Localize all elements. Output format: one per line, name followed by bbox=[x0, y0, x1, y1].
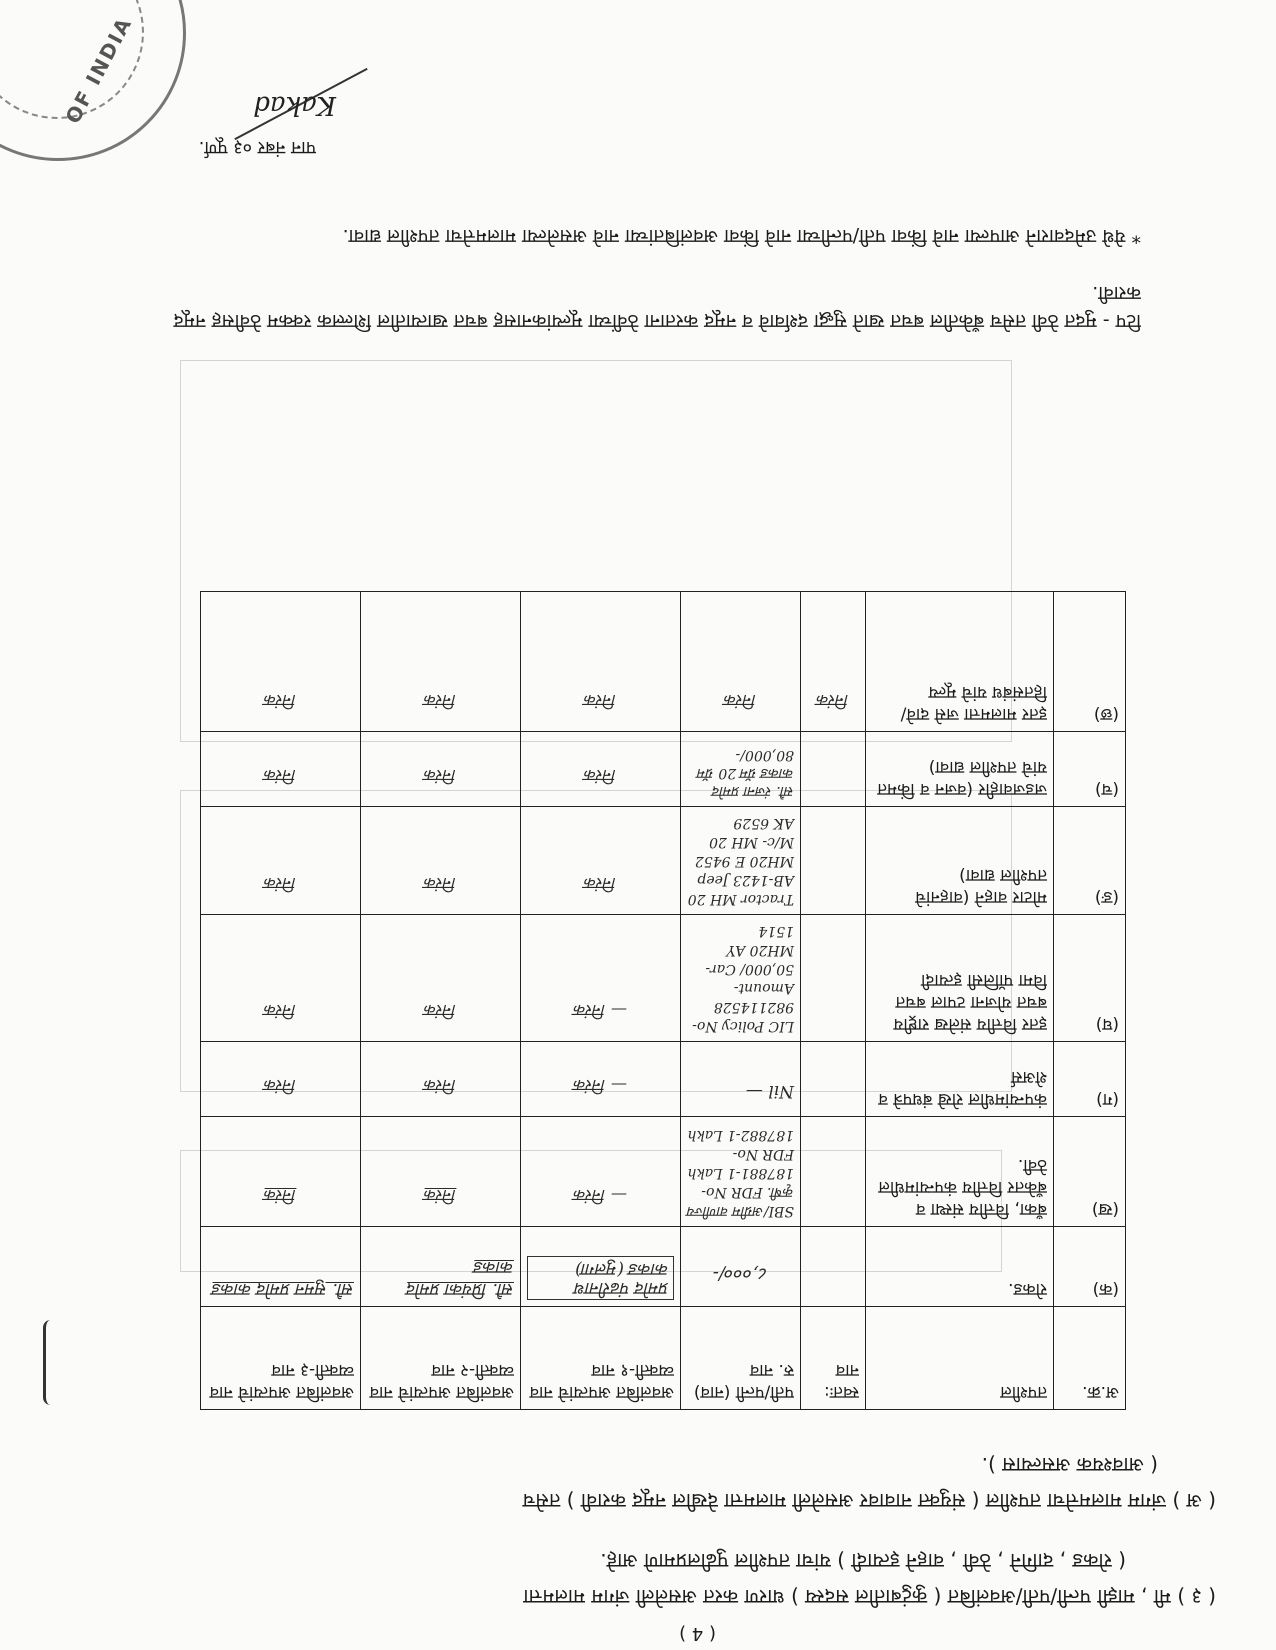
cell-dependent-1 bbox=[521, 1042, 681, 1117]
row-serial: (ङ) bbox=[1054, 807, 1126, 915]
row-item: रोकड. bbox=[866, 1227, 1054, 1307]
table-row bbox=[201, 915, 1126, 1042]
handwritten-nil: निरंक bbox=[584, 874, 617, 893]
cell-dependent-2 bbox=[361, 1117, 521, 1227]
cell-dependent-3 bbox=[201, 807, 361, 915]
cell-dependent-3 bbox=[201, 732, 361, 807]
cell-dependent-1 bbox=[521, 1227, 681, 1307]
row-serial: (क) bbox=[1054, 1227, 1126, 1307]
row-item: बँका, वित्तीय संस्था व बँकेतर वित्तीय कंपन्यांमधील ठेवी. bbox=[866, 1117, 1054, 1227]
row-serial: (ग) bbox=[1054, 1042, 1126, 1117]
table-row bbox=[201, 1117, 1126, 1227]
cell-self bbox=[801, 915, 866, 1042]
cell-self bbox=[801, 732, 866, 807]
cell-self bbox=[801, 1117, 866, 1227]
handwritten-nil: निरंक bbox=[264, 1076, 297, 1095]
header-serial: अ.क्र. bbox=[1054, 1307, 1126, 1410]
header-details: तपशील bbox=[866, 1307, 1054, 1410]
cell-dependent-1 bbox=[521, 1117, 681, 1227]
handwritten-nil: निरंक bbox=[584, 691, 617, 710]
cell-self bbox=[801, 1042, 866, 1117]
cell-dependent-3: सौ. सुमन प्रमोद काकड bbox=[201, 1227, 361, 1307]
header-dependent-1: अवलंबित अपत्यांचे नाव व्यक्ती-१ नाव bbox=[521, 1307, 681, 1410]
handwritten-nil: निरंक bbox=[264, 1001, 297, 1020]
binding-mark bbox=[43, 1320, 58, 1405]
row-serial: (ख) bbox=[1054, 1117, 1126, 1227]
movable-assets-note-1: ( अ ) जंगम मालमत्तेचा तपशील ( संयुक्त नावावर असलेली मालमत्ता देखील नमूद करावी ) तसेच bbox=[522, 1489, 1216, 1513]
handwritten-nil: निरंक bbox=[264, 874, 297, 893]
handwritten-nil: निरंक bbox=[264, 1186, 297, 1205]
cell-dependent-2 bbox=[361, 915, 521, 1042]
handwritten-nil: निरंक bbox=[424, 1001, 457, 1020]
handwritten-nil: निरंक bbox=[424, 766, 457, 785]
cell-self bbox=[801, 807, 866, 915]
row-serial: (च) bbox=[1054, 732, 1126, 807]
table-row bbox=[201, 592, 1126, 732]
cell-dependent-2: सौ. प्रियंका प्रमोद काकड bbox=[361, 1227, 521, 1307]
cell-spouse: सौ. रंजना प्रमोद काकड ग्रॅम 20 ग्रॅम 80,000/- bbox=[681, 732, 801, 807]
handwritten-nil: निरंक bbox=[424, 1186, 457, 1205]
cell-dependent-2 bbox=[361, 1042, 521, 1117]
handwritten-nil: — निरंक bbox=[574, 1001, 627, 1020]
handwritten-signature: Kakad bbox=[253, 90, 336, 120]
cell-dependent-2 bbox=[361, 732, 521, 807]
handwritten-nil: — निरंक bbox=[574, 1076, 627, 1095]
table-row bbox=[201, 1227, 1126, 1307]
cell-spouse: Nil — bbox=[681, 1042, 801, 1117]
handwritten-nil: निरंक bbox=[424, 874, 457, 893]
header-self: स्वतः: नाव bbox=[801, 1307, 866, 1410]
header-dependent-3: अवलंबित अपत्यांचे नाव व्यक्ती-३ नाव bbox=[201, 1307, 361, 1410]
header-spouse: पती/पत्नी (नाव) रु. नाव bbox=[681, 1307, 801, 1410]
handwritten-nil: निरंक bbox=[724, 691, 757, 710]
handwritten-nil: निरंक bbox=[264, 691, 297, 710]
row-item: कंपन्यांमधील रोखे बंधपत्रे व शेअर्स bbox=[866, 1042, 1054, 1117]
cell-dependent-2 bbox=[361, 807, 521, 915]
cell-dependent-3 bbox=[201, 915, 361, 1042]
movable-assets-table bbox=[200, 591, 1126, 1410]
cell-self bbox=[801, 592, 866, 732]
row-item: मोटार वाहने (वाहनांचे तपशील द्यावा) bbox=[866, 807, 1054, 915]
table-row bbox=[201, 732, 1126, 807]
cell-dependent-2 bbox=[361, 592, 521, 732]
handwritten-nil: निरंक bbox=[817, 691, 849, 710]
cell-spouse bbox=[681, 592, 801, 732]
footnote-asterisk: * येथे उमेदवाराने आपल्या नावे किंवा पती/पत्नीच्या नावे किंवा अवलंबितांच्या नावे असलेल्या मालमत्तेचा तपशील द्यावा. bbox=[342, 225, 1141, 247]
page-number: ( 4 ) bbox=[679, 1623, 716, 1644]
cell-dependent-1 bbox=[521, 592, 681, 732]
cell-dependent-1 bbox=[521, 807, 681, 915]
cell-dependent-1 bbox=[521, 732, 681, 807]
intro-line-2: ( रोकड , दागिने , ठेवी , वाहने इत्यादी ) यांचा तपशील पुढीलप्रमाणे आहे. bbox=[600, 1549, 1126, 1573]
row-item: इतर मालमत्ता जसे दावे/हितसंबंध यांचे मूल्य bbox=[866, 592, 1054, 732]
cell-dependent-3 bbox=[201, 1117, 361, 1227]
cell-self bbox=[801, 1227, 866, 1307]
table-row bbox=[201, 1042, 1126, 1117]
handwritten-name-box: प्रमोद पंढरीनाथ काकड (मुलगा) bbox=[527, 1256, 674, 1300]
handwritten-nil: — निरंक bbox=[574, 1186, 627, 1205]
handwritten-nil: निरंक bbox=[424, 691, 457, 710]
cell-spouse: Tractor MH 20 AB-1423 Jeep MH20 E 9452 M/c- MH 20 AK 6529 bbox=[681, 807, 801, 915]
table-row bbox=[201, 807, 1126, 915]
movable-assets-note-2: ( आवश्यक असल्यास ). bbox=[981, 1453, 1158, 1477]
row-serial: (छ) bbox=[1054, 592, 1126, 732]
table-header-row bbox=[201, 1307, 1126, 1410]
row-item: इतर वित्तीय संलेख राष्ट्रीय बचत योजना टपाल बचत विमा पॉलिसी इत्यादी bbox=[866, 915, 1054, 1042]
cell-dependent-3 bbox=[201, 1042, 361, 1117]
intro-line-1: ( ३ ) मी , माझी पत्नी/पती/अवलंबित ( कुटुंबातील सदस्य ) धारण करत असलेली जंगम मालमत्ता bbox=[523, 1585, 1216, 1609]
handwritten-nil: निरंक bbox=[584, 766, 617, 785]
stamp-text: OF INDIA bbox=[60, 12, 137, 128]
page-count-label: पान नंबर ०३ पूर्ण. bbox=[198, 137, 316, 158]
cell-spouse: SBI/अग्रीम वाणीज्य कृषी. FDR No-187881-1 Lakh FDR No-187882-1 Lakh bbox=[681, 1117, 801, 1227]
cell-dependent-1 bbox=[521, 915, 681, 1042]
row-item: जडजवाहीर (वजन व किंमत यांचे तपशील द्यावा) bbox=[866, 732, 1054, 807]
cell-spouse: ८,०००/- bbox=[681, 1227, 801, 1307]
header-dependent-2: अवलंबित अपत्यांचे नाव व्यक्ती-२ नाव bbox=[361, 1307, 521, 1410]
footnote-note: टिप - मुदत ठेवी तसेच बँकेतील बचत खाते सुद्धा दर्शवावे व नमूद करताना ठेवींच्या मूल्यांकनासह बचत खात्यातील शिल्लक रक्कम ठेवीसह नमूद करावी. bbox=[173, 282, 1141, 332]
handwritten-nil: निरंक bbox=[424, 1076, 457, 1095]
handwritten-nil: निरंक bbox=[264, 766, 297, 785]
cell-spouse: LIC Policy No- 982114528 Amount- 50,000/ Car- MH20 AY 1514 bbox=[681, 915, 801, 1042]
cell-dependent-3 bbox=[201, 592, 361, 732]
row-serial: (घ) bbox=[1054, 915, 1126, 1042]
